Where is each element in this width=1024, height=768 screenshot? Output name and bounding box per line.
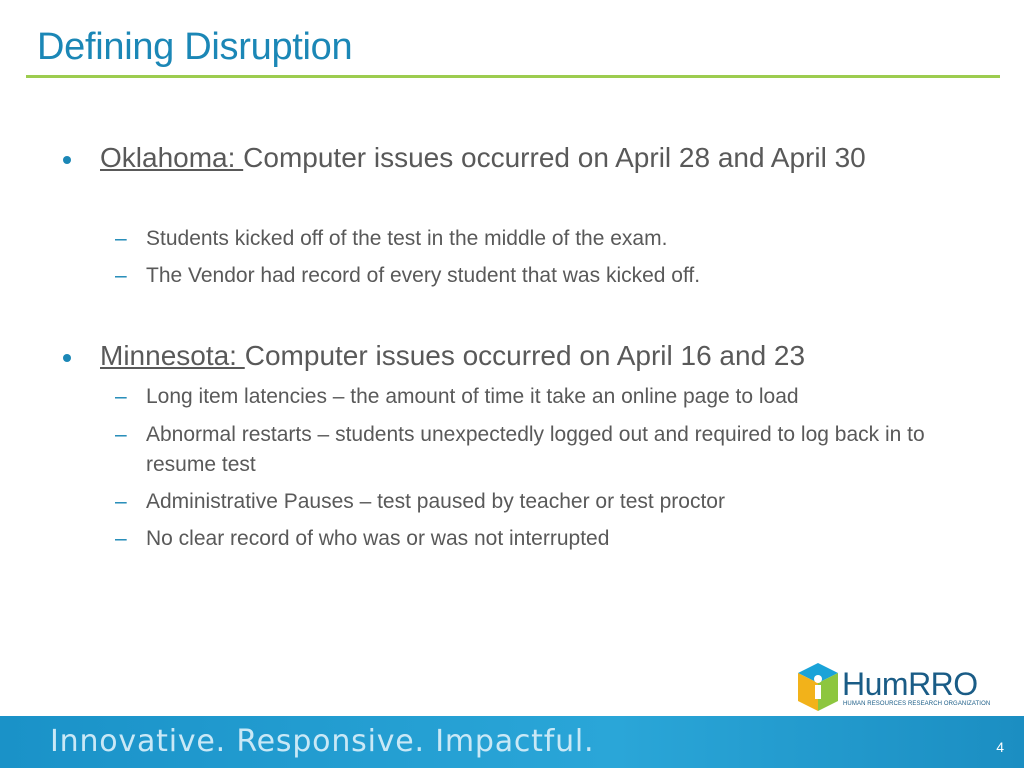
bullet-body: Computer issues occurred on April 28 and April 30 bbox=[243, 142, 866, 173]
bullet-dot-icon bbox=[63, 156, 71, 164]
bullet-text bbox=[100, 336, 940, 376]
sub-bullet-text: Abnormal restarts – students unexpectedly logged out and required to log back in to resume test bbox=[146, 423, 925, 476]
dash-icon: – bbox=[115, 227, 127, 250]
humrro-cube-icon bbox=[795, 661, 841, 713]
dash-icon: – bbox=[115, 490, 127, 513]
humrro-logo bbox=[795, 659, 1005, 714]
bullet-lead: Minnesota: bbox=[100, 340, 245, 371]
sub-bullet-text: Administrative Pauses – test paused by teacher or test proctor bbox=[146, 490, 725, 513]
dash-icon: – bbox=[115, 423, 127, 446]
dash-icon: – bbox=[115, 385, 127, 408]
logo-subtitle: HUMAN RESOURCES RESEARCH ORGANIZATION bbox=[843, 701, 991, 707]
sub-bullet-text: Long item latencies – the amount of time it take an online page to load bbox=[146, 385, 799, 408]
sub-bullet-text: Students kicked off of the test in the middle of the exam. bbox=[146, 227, 668, 250]
bullet-dot-icon bbox=[63, 354, 71, 362]
slide-title: Defining Disruption bbox=[37, 26, 353, 68]
bullet-lead: Oklahoma: bbox=[100, 142, 244, 173]
logo-wordmark: HumRRO bbox=[842, 666, 978, 702]
dash-icon: – bbox=[115, 264, 127, 287]
page-number: 4 bbox=[996, 739, 1004, 755]
dash-icon: – bbox=[115, 527, 127, 550]
bullet-body: Computer issues occurred on April 16 and 23 bbox=[244, 340, 806, 371]
sub-bullet-text: No clear record of who was or was not interrupted bbox=[146, 527, 610, 550]
footer-tagline: Innovative. Responsive. Impactful. bbox=[50, 724, 595, 759]
footer-bar bbox=[0, 716, 1024, 768]
sub-bullet-text: The Vendor had record of every student that was kicked off. bbox=[146, 264, 701, 287]
bullet-text bbox=[100, 138, 940, 178]
